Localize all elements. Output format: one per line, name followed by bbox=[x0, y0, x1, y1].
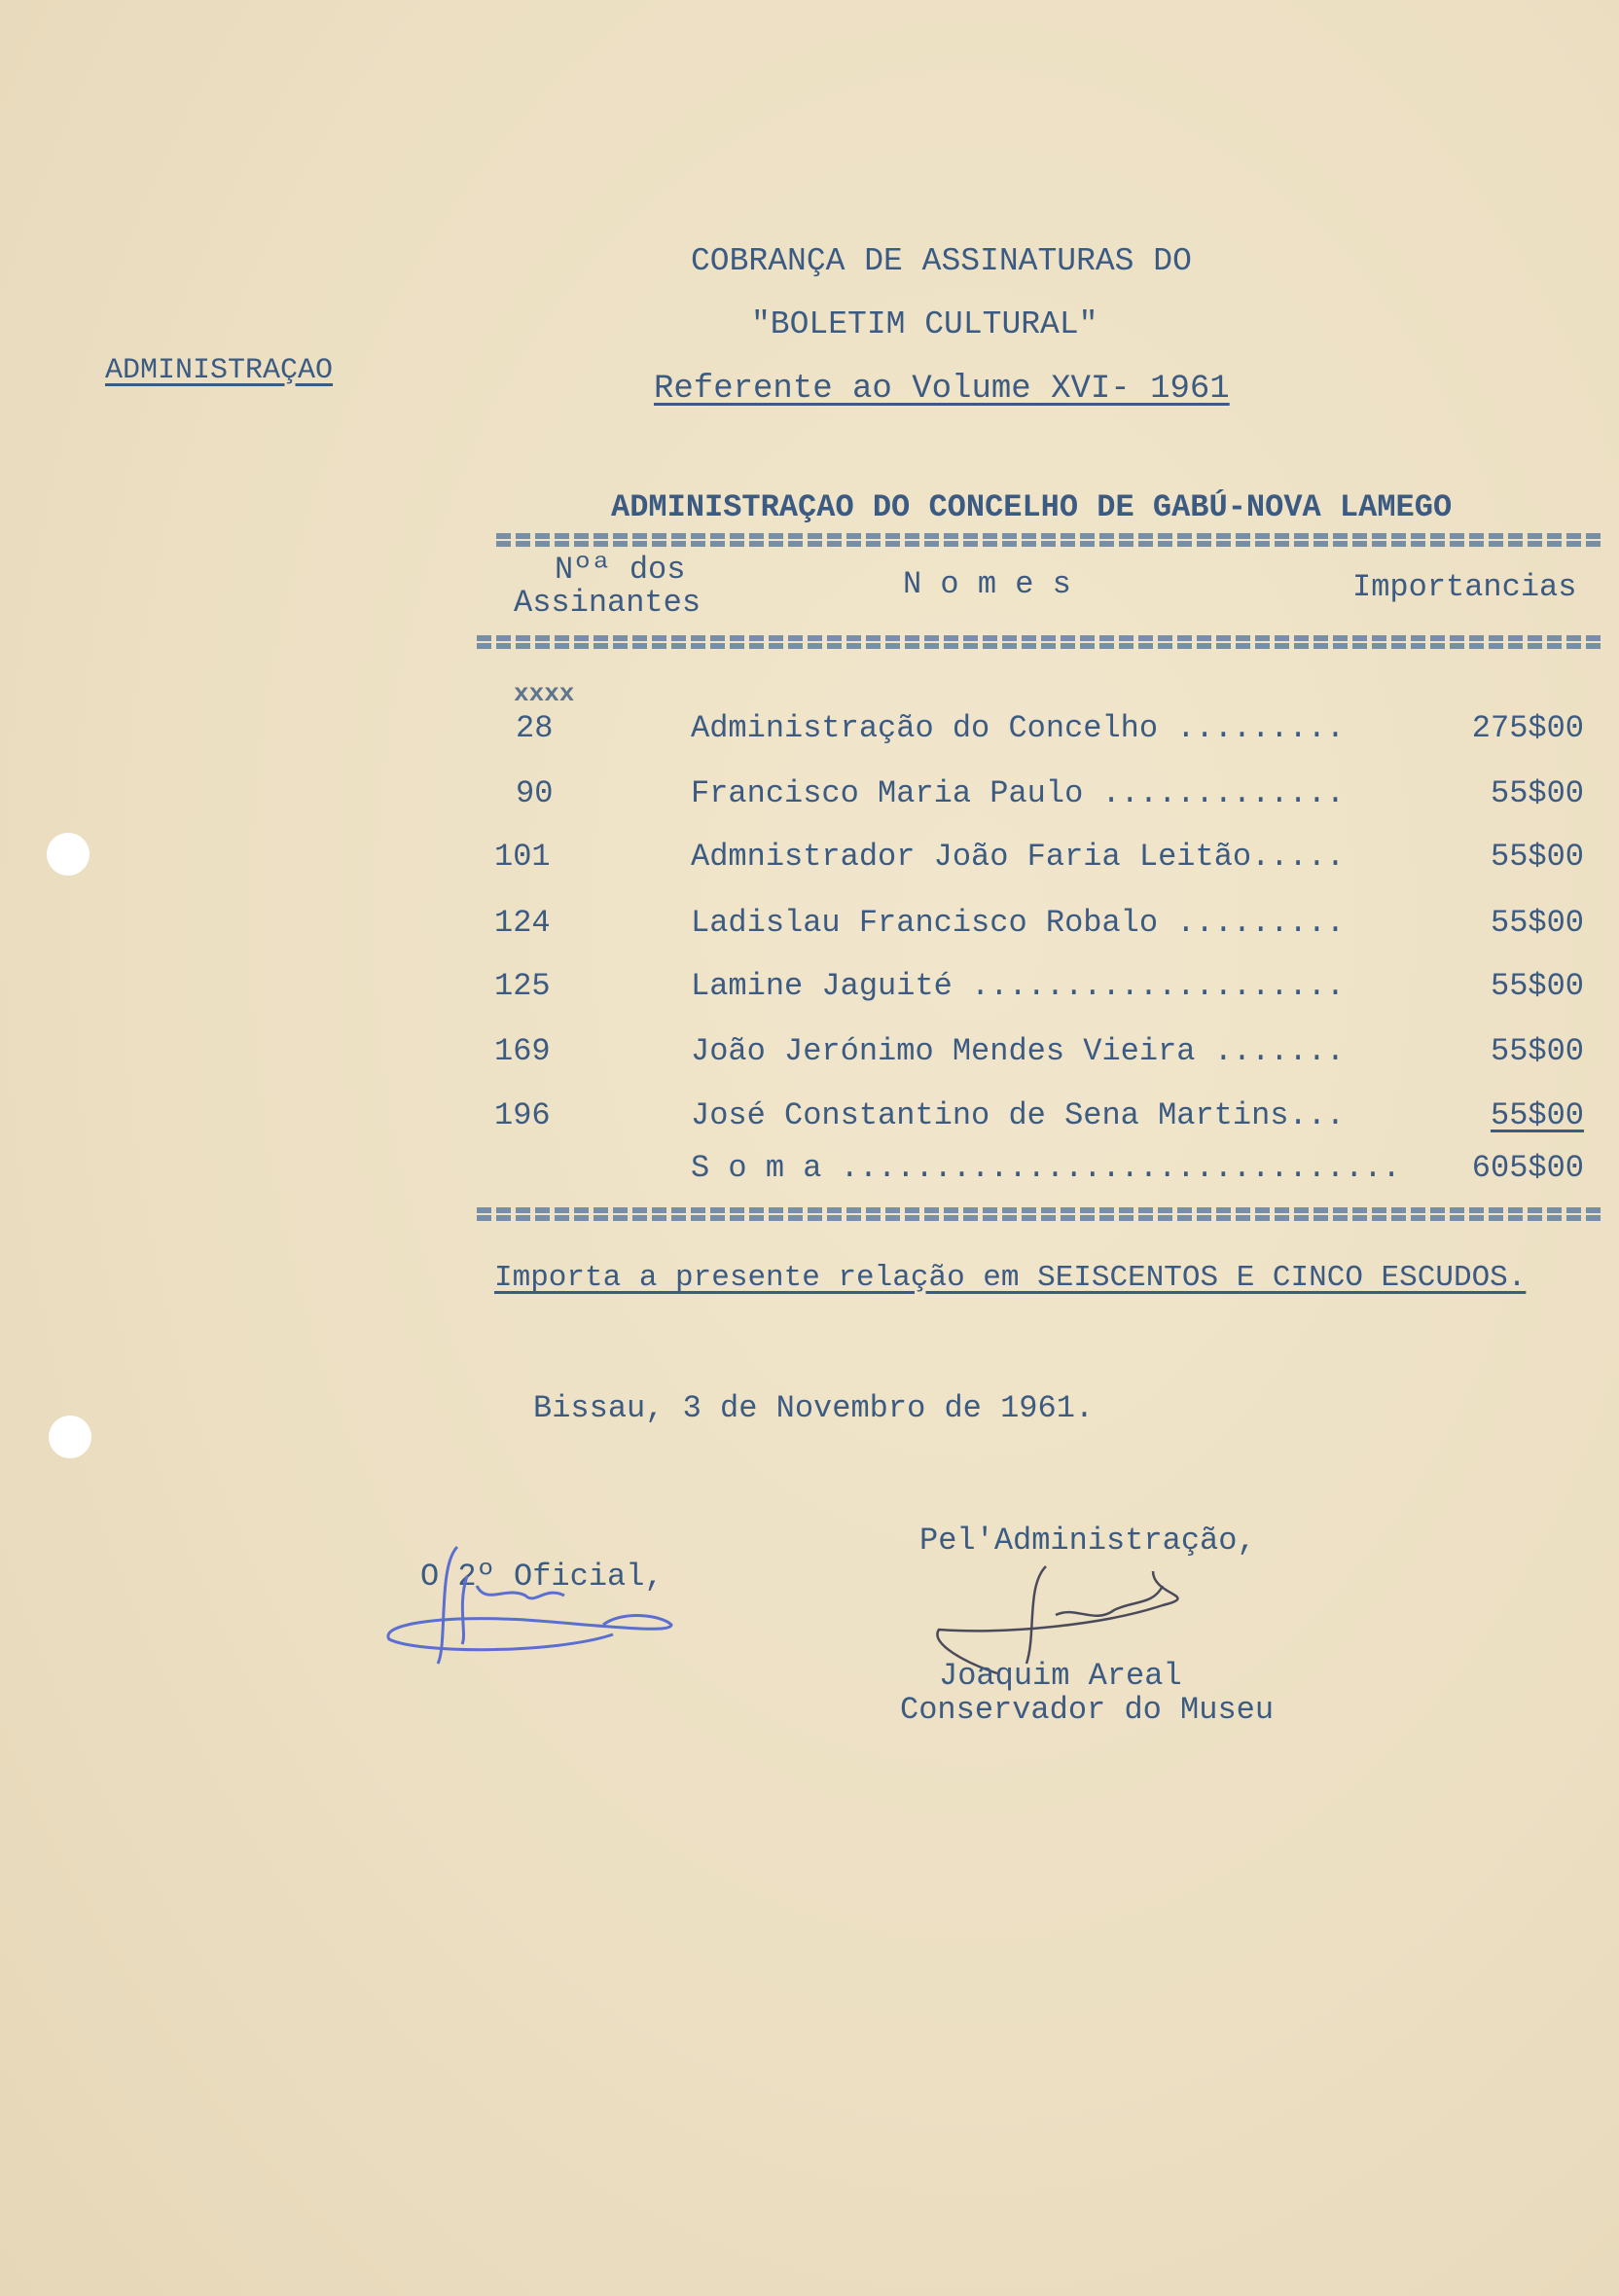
sum-label: S o m a .............................. bbox=[691, 1150, 1401, 1186]
overtype-mark: xxxx bbox=[514, 679, 575, 708]
subscriber-name: João Jerónimo Mendes Vieira ....... bbox=[691, 1033, 1346, 1069]
table-row bbox=[0, 905, 1619, 944]
punch-hole bbox=[49, 1416, 91, 1458]
total-statement: Importa a presente relação em SEISCENTOS E CINCO ESCUDOS. bbox=[494, 1261, 1527, 1295]
table-row bbox=[0, 775, 1619, 814]
table-row bbox=[0, 1097, 1619, 1136]
amount: 55$00 bbox=[1490, 905, 1584, 941]
left-signature-title: O 2º Oficial, bbox=[420, 1559, 664, 1595]
header-amounts: Importancias bbox=[1352, 569, 1577, 605]
divider bbox=[477, 1207, 1603, 1221]
table-row bbox=[0, 1033, 1619, 1072]
sum-value: 605$00 bbox=[1471, 1150, 1584, 1186]
amount: 275$00 bbox=[1471, 710, 1584, 746]
table-row bbox=[0, 968, 1619, 1007]
subscriber-number: 196 bbox=[494, 1097, 551, 1133]
amount: 55$00 bbox=[1490, 1097, 1584, 1133]
place-date: Bissau, 3 de Novembro de 1961. bbox=[533, 1390, 1095, 1426]
header-num-2: Assinantes bbox=[514, 585, 702, 621]
right-signature-heading: Pel'Administração, bbox=[919, 1523, 1256, 1559]
divider bbox=[477, 635, 1603, 649]
subscriber-name: Admnistrador João Faria Leitão..... bbox=[691, 839, 1346, 875]
sum-row bbox=[0, 1150, 1619, 1189]
subscriber-number: 169 bbox=[494, 1033, 551, 1069]
margin-label: ADMINISTRAÇAO bbox=[105, 354, 334, 387]
title-line-1: COBRANÇA DE ASSINATURAS DO bbox=[691, 243, 1192, 279]
header-names: N o m e s bbox=[903, 566, 1071, 602]
subscriber-number: 124 bbox=[494, 905, 551, 941]
title-line-3: Referente ao Volume XVI- 1961 bbox=[654, 371, 1230, 408]
header-num-1: Nºª dos bbox=[555, 552, 686, 588]
left-signature bbox=[379, 1527, 691, 1673]
table-row bbox=[0, 839, 1619, 878]
section-heading: ADMINISTRAÇAO DO CONCELHO DE GABÚ-NOVA LAMEGO bbox=[611, 489, 1453, 525]
subscriber-number: 101 bbox=[494, 839, 551, 875]
subscriber-number: 125 bbox=[494, 968, 551, 1004]
amount: 55$00 bbox=[1490, 968, 1584, 1004]
right-signature-role: Conservador do Museu bbox=[900, 1692, 1275, 1728]
subscriber-name: Lamine Jaguité .................... bbox=[691, 968, 1346, 1004]
subscriber-number: 90 bbox=[516, 775, 554, 811]
subscriber-name: José Constantino de Sena Martins... bbox=[691, 1097, 1346, 1133]
amount: 55$00 bbox=[1490, 1033, 1584, 1069]
right-signature-name: Joaquim Areal bbox=[939, 1658, 1182, 1694]
amount: 55$00 bbox=[1490, 775, 1584, 811]
table-row bbox=[0, 710, 1619, 749]
subscriber-name: Ladislau Francisco Robalo ......... bbox=[691, 905, 1346, 941]
subscriber-name: Administração do Concelho ......... bbox=[691, 710, 1346, 746]
amount: 55$00 bbox=[1490, 839, 1584, 875]
subscriber-name: Francisco Maria Paulo ............. bbox=[691, 775, 1346, 811]
title-line-2: "BOLETIM CULTURAL" bbox=[751, 306, 1098, 342]
subscriber-number: 28 bbox=[516, 710, 554, 746]
divider bbox=[496, 533, 1603, 547]
